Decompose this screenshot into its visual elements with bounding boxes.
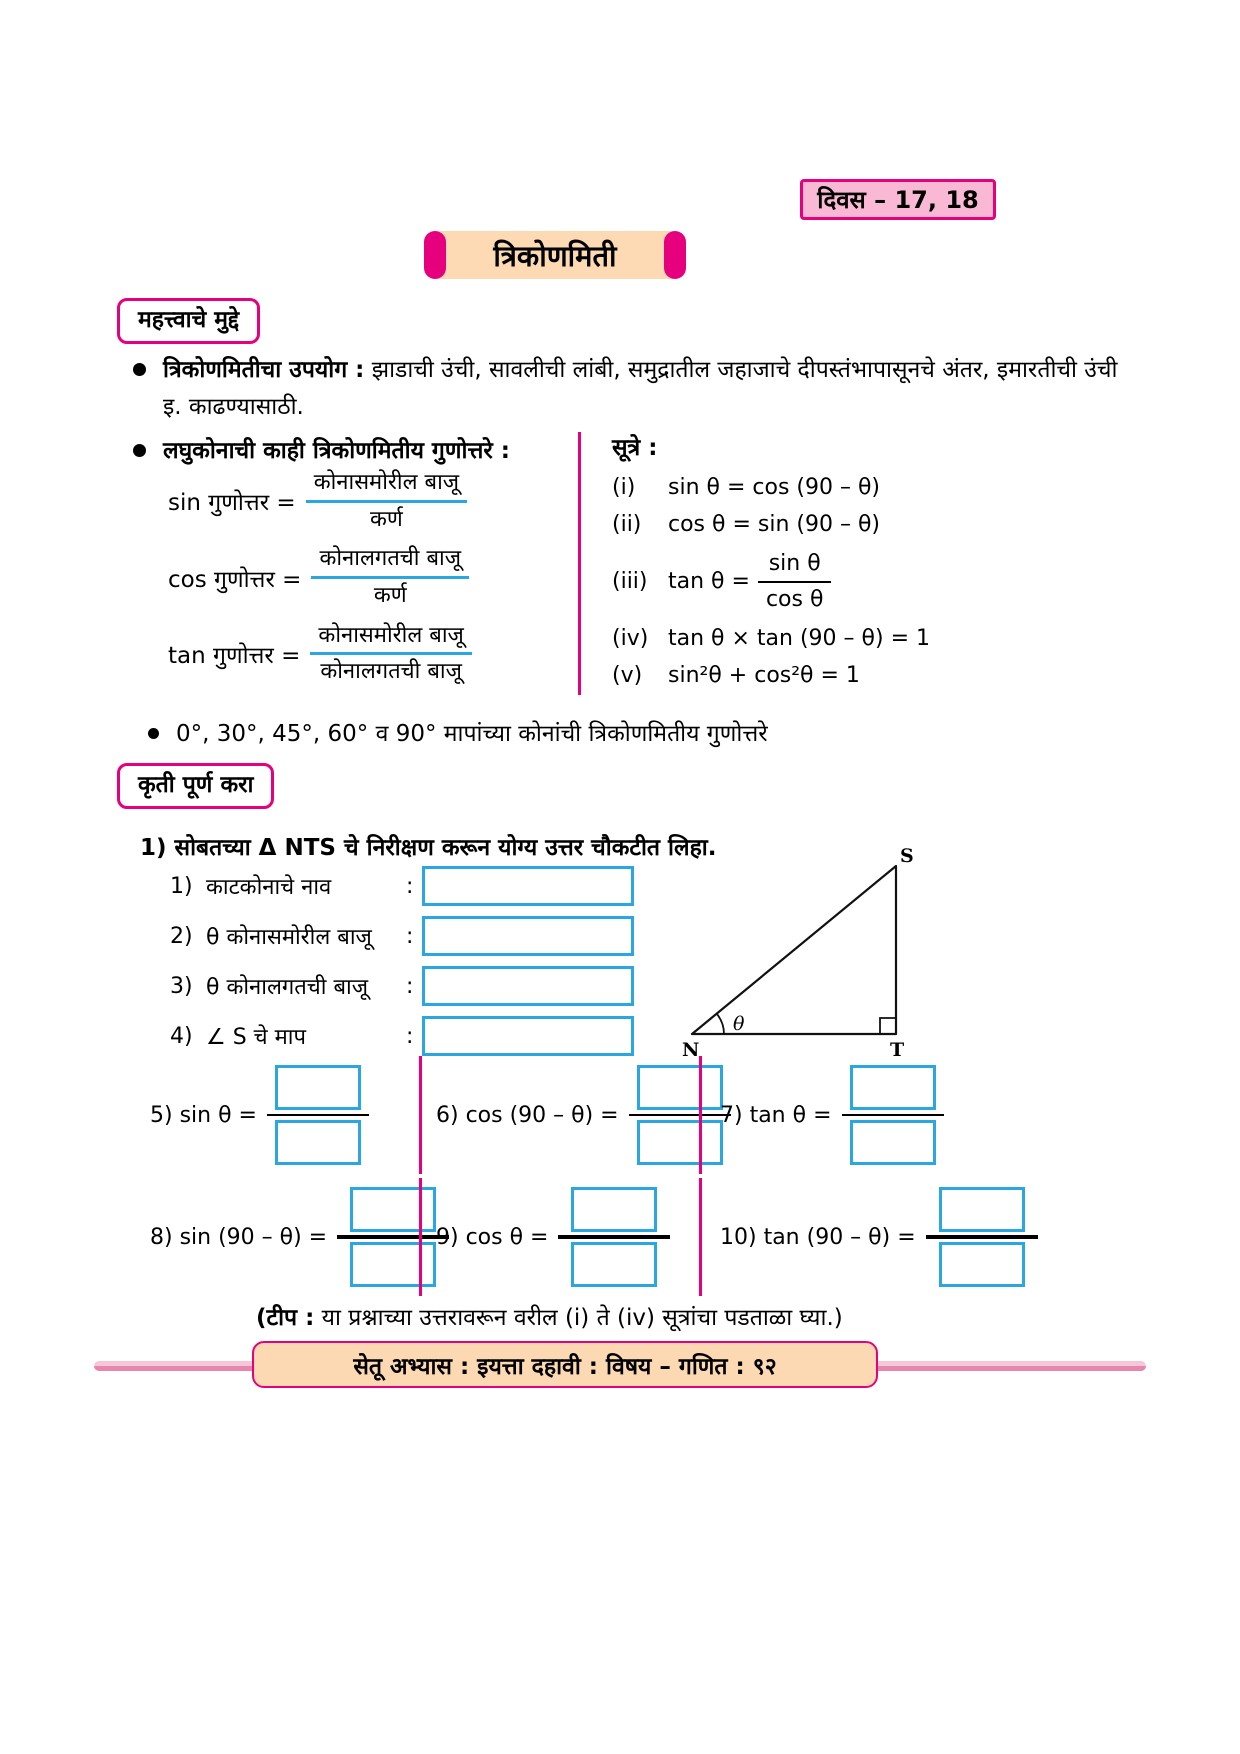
fraction-answer [558,1187,670,1287]
formula-i [612,475,930,500]
triangle-outline [692,866,896,1034]
question-label: 8) sin (90 – θ) = [150,1224,328,1250]
fraction-bar [842,1114,944,1116]
colon: : [406,973,414,999]
question-label: θ कोनालगतची बाजू [206,975,369,1000]
formula-fraction [758,549,831,614]
note-label: (टीप : [256,1305,315,1331]
numerator-box[interactable] [939,1187,1025,1232]
fraction-question-9 [422,1178,699,1296]
fraction-question-6 [422,1056,699,1174]
usage-description: झाडाची उंची, सावलीची लांबी, समुद्रातील जहाजाचे दीपस्तंभापासूनचे अंतर, इमारतीची उंची इ. काढण्यासाठी. [163,357,1118,420]
fraction-bar [306,500,467,503]
fraction-denominator: कोनालगतची बाजू [320,659,462,685]
fraction-question-8 [150,1178,419,1296]
answer-box-2[interactable] [422,916,634,956]
formula-text: sin θ = cos (90 – θ) [668,475,881,500]
note-text: या प्रश्नाच्या उत्तरावरून वरील (i) ते (iv) सूत्रांचा पडताळा घ्या.) [321,1305,843,1331]
section-heading-important-points: महत्त्वाचे मुद्दे [117,298,260,344]
theta-label: θ [733,1013,745,1035]
denominator-box[interactable] [850,1120,936,1165]
question-list [170,866,634,1066]
numerator-box[interactable] [571,1187,657,1232]
ratio-cos [168,544,472,610]
formula-text: cos θ = sin (90 – θ) [668,512,881,537]
question-label: 5) sin θ = [150,1102,257,1128]
triangle-diagram [676,846,932,1060]
capsule-right-cap [664,231,686,279]
question-row-2 [170,916,634,956]
fraction-bar [311,576,469,579]
denominator-box[interactable] [571,1242,657,1287]
question-label: 10) tan (90 – θ) = [720,1224,916,1250]
fraction-question-row-2 [150,1178,1002,1296]
formula-number: (v) [612,663,643,689]
fraction-bar [926,1235,1038,1239]
formula-iii [612,549,930,614]
fraction-question-10 [702,1178,1002,1296]
denominator-box[interactable] [939,1242,1025,1287]
bullet-dot [133,363,146,376]
fraction-numerator: sin θ [768,551,821,576]
fraction-bar [267,1114,369,1116]
question-number: 1) [170,873,193,899]
question-label: θ कोनासमोरील बाजू [206,925,372,950]
bullet-dot [133,444,146,457]
fraction-question-7 [702,1056,1002,1174]
fraction-answer [267,1065,369,1165]
ratio-fraction [311,544,469,610]
bullet-dot [148,728,159,739]
footer-text: सेतू अभ्यास : इयत्ता दहावी : विषय – गणित : ९२ [353,1353,777,1380]
question-label: काटकोनाचे नाव [206,875,332,900]
ratio-label: sin गुणोत्तर = [168,490,296,517]
answer-box-3[interactable] [422,966,634,1006]
question-number: 3) [170,973,193,999]
bullet-standard-angles [148,716,768,753]
column-divider [578,432,581,695]
ratio-label: cos गुणोत्तर = [168,566,302,593]
question-label: 9) cos θ = [436,1224,549,1250]
fraction-numerator: कोनासमोरील बाजू [318,622,464,648]
question-number: 4) [170,1023,193,1049]
ratio-list [168,468,472,697]
answer-box-1[interactable] [422,866,634,906]
fraction-question-5 [150,1056,419,1174]
ratio-tan [168,621,472,687]
formula-text: sin²θ + cos²θ = 1 [668,663,860,689]
formula-number: (iv) [612,626,649,652]
ratio-sin [168,468,472,534]
footer [252,1341,878,1388]
formula-number: (iii) [612,569,648,595]
colon: : [406,1023,414,1049]
ratio-fraction [310,621,471,687]
formula-ii [612,512,930,537]
vertex-s-label: S [900,846,914,867]
fraction-denominator: कर्ण [369,506,403,532]
formula-prefix: tan θ = [668,569,750,595]
vertex-t-label: T [890,1039,905,1060]
question-row-4 [170,1016,634,1056]
fraction-question-row-1 [150,1056,1002,1174]
numerator-box[interactable] [275,1065,361,1110]
question-number: 2) [170,923,193,949]
question-label: 7) tan θ = [720,1102,832,1128]
colon: : [406,923,414,949]
fraction-answer [842,1065,944,1165]
question-row-3 [170,966,634,1006]
note [256,1300,843,1332]
standard-angles-text: 0°, 30°, 45°, 60° व 90° मापांच्या कोनांची त्रिकोणमितीय गुणोत्तरे [176,721,768,747]
section-heading-activity: कृती पूर्ण करा [117,763,274,809]
formula-number: (ii) [612,512,642,537]
fraction-denominator: cos θ [765,586,824,612]
theta-arc [717,1014,724,1034]
fraction-answer [926,1187,1038,1287]
question-label: 6) cos (90 – θ) = [436,1102,619,1128]
formula-number: (i) [612,475,636,500]
page-title-capsule [424,231,686,279]
bullet-usage-text [163,352,1128,426]
denominator-box[interactable] [275,1120,361,1165]
formula-iv [612,626,930,651]
usage-label: त्रिकोणमितीचा उपयोग : [163,357,365,383]
fraction-bar [310,652,471,655]
ratios-heading: लघुकोनाची काही त्रिकोणमितीय गुणोत्तरे : [163,438,510,464]
formula-v [612,663,930,688]
fraction-numerator: कोनासमोरील बाजू [313,470,460,495]
question-label: ∠ S चे माप [206,1025,306,1050]
right-angle-marker [880,1018,896,1034]
activity-instruction: 1) सोबतच्या Δ NTS चे निरीक्षण करून योग्य उत्तर चौकटीत लिहा. [140,835,717,861]
ratio-fraction [306,468,467,534]
fraction-numerator: कोनालगतची बाजू [319,546,462,572]
bullet-ratios-heading [133,433,510,470]
formulas-heading: सूत्रे : [612,435,658,461]
answer-box-4[interactable] [422,1016,634,1056]
formula-list [612,430,930,700]
numerator-box[interactable] [850,1065,936,1110]
day-badge: दिवस – 17, 18 [800,179,996,220]
fraction-bar [758,581,831,583]
formula-text: tan θ × tan (90 – θ) = 1 [668,626,930,652]
fraction-bar [558,1235,670,1239]
vertex-n-label: N [682,1039,700,1060]
colon: : [406,873,414,899]
bullet-usage [133,352,1128,426]
fraction-denominator: कर्ण [373,583,407,609]
capsule-left-cap [424,231,446,279]
page-title: त्रिकोणमिती [437,231,673,279]
ratio-label: tan गुणोत्तर = [168,642,301,669]
question-row-1 [170,866,634,906]
